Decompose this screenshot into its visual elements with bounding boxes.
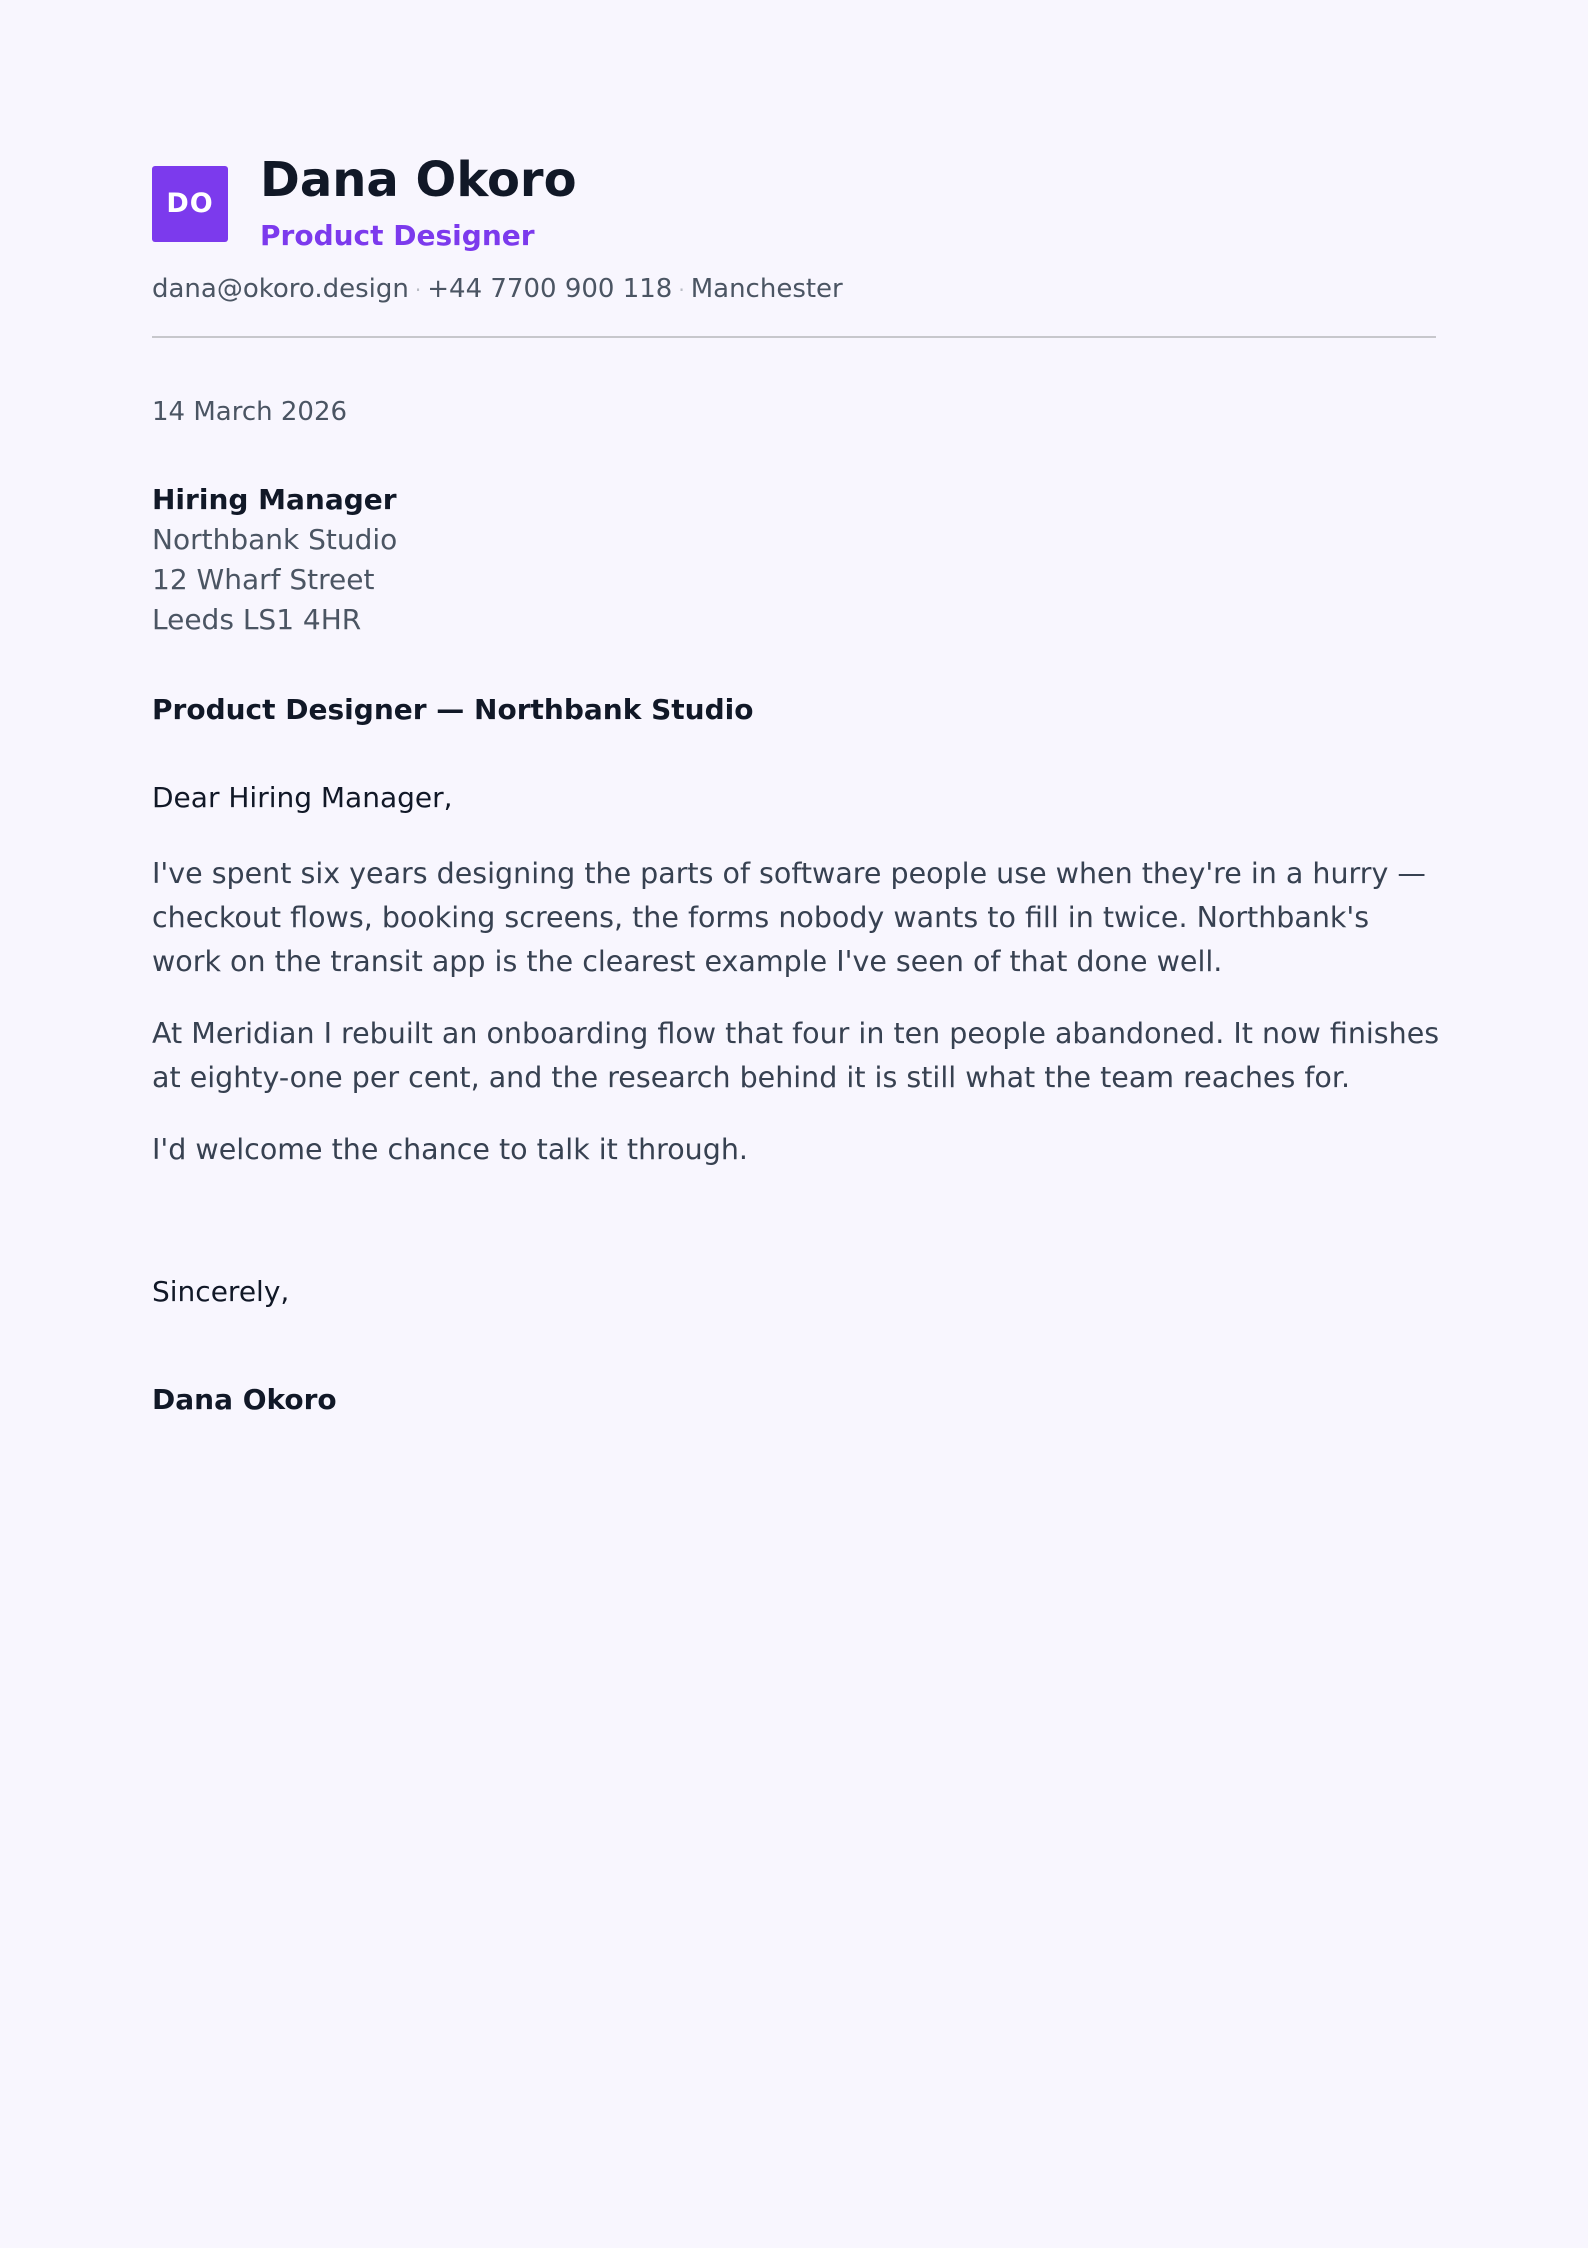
contact-email: dana@okoro.design	[152, 274, 409, 304]
body-paragraph: At Meridian I rebuilt an onboarding flow that four in ten people abandoned. It now finishes at eighty-one per cent, and the research behind it is still what the team reaches for.	[152, 1017, 1440, 1094]
signature-name: Dana Okoro	[152, 1383, 337, 1416]
body-paragraph: I've spent six years designing the parts of software people use when they're in a hurry — checkout flows, booking screens, the forms nobody wants to fill in twice. Northbank's work on the transit app is the clearest example I've seen of that done well.	[152, 857, 1426, 978]
sender-role: Product Designer	[260, 219, 535, 252]
salutation: Dear Hiring Manager,	[152, 781, 453, 814]
recipient-company: Northbank Studio	[152, 523, 398, 556]
recipient-address	[152, 480, 397, 640]
monogram-badge: DO	[152, 166, 228, 242]
letter-body	[152, 852, 1442, 1200]
recipient-city: Leeds LS1 4HR	[152, 603, 362, 636]
contact-separator: ·	[678, 278, 685, 302]
header-divider	[152, 336, 1436, 338]
contact-phone: +44 7700 900 118	[427, 274, 673, 304]
recipient-name: Hiring Manager	[152, 483, 397, 516]
recipient-street: 12 Wharf Street	[152, 563, 375, 596]
closing: Sincerely,	[152, 1275, 290, 1308]
body-paragraph: I'd welcome the chance to talk it through.	[152, 1133, 748, 1166]
contact-separator: ·	[414, 278, 422, 302]
letter-date: 14 March 2026	[152, 397, 348, 427]
sender-name: Dana Okoro	[260, 152, 577, 208]
letter-subject: Product Designer — Northbank Studio	[152, 693, 754, 726]
contact-line	[152, 269, 843, 310]
contact-location: Manchester	[690, 274, 843, 304]
